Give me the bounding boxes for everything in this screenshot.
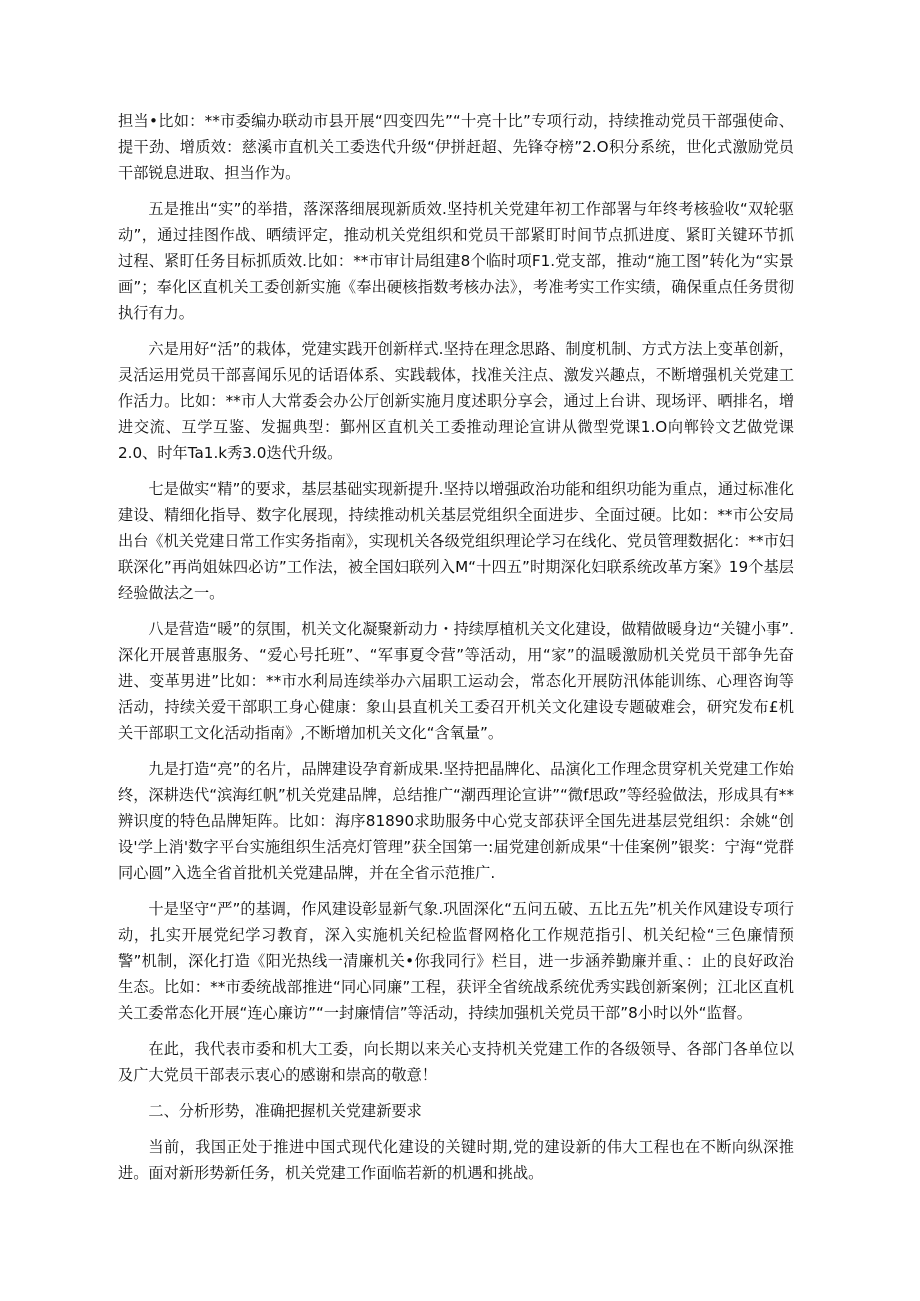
paragraph-current: 当前，我国正处于推进中国式现代化建设的关键时期,党的建设新的伟大工程也在不断向纵深推进。面对新形势新任务，机关党建工作面临若新的机遇和挑战。 [118, 1138, 794, 1182]
paragraph-continuation: 担当•比如：**市委编办联动市县开展“四变四先”“十亮十比”专项行动，持续推动党员干部强使命、提干劲、增质效：慈溪市直机关工委迭代升级“伊拼赶超、先锋夺榜”2.O积分系统，世化式激励党员干部锐息进取、担当作为。 [118, 112, 794, 182]
paragraph-seven: 七是做实“精”的要求，基层基础实现新提升.坚持以增强政治功能和组织功能为重点，通过标准化建设、精细化指导、数字化展现，持续推动机关基层党组织全面进步、全面过硬。比如：**市公安局出台《机关党建日常工作实务指南》，实现机关各级党组织理论学习在线化、党员管理数据化：**市妇联深化”再尚姐妹四必访”工作法，被全国妇联列入M“十四五”时期深化妇联系统改革方案》19个基层经验做法之一。 [118, 480, 794, 602]
paragraph-six: 六是用好“活”的栽体，党建实践开创新样式.坚持在理念思路、制度机制、方式方法上变革创新，灵活运用党员干部喜闻乐见的话语体系、实践载体，找准关注点、激发兴趣点，不断增强机关党建工作活力。比如：**市人大常委会办公厅创新实施月度述职分享会，通过上台讲、现场评、晒排名，增进交流、互学互鉴、发掘典型：鄞州区直机关工委推动理论宣讲从微型党课1.O向郸铃文艺做党课2.0、时年Ta1.k秀3.0迭代升级。 [118, 340, 794, 462]
section-heading: 二、分析形势，准确把握机关党建新要求 [148, 1102, 422, 1120]
paragraph-nine: 九是打造“亮”的名片，品牌建设孕育新成果.坚持把晶牌化、品演化工作理念贯穿机关党建工作始终，深耕迭代“滨海红帆”机关党建品牌，总结推广“潮西理论宣讲”“微f思政”等经验做法，形成具有**辨识度的特色品牌矩阵。比如：海序81890求助服务中心党支部获评全国先进基层党组织：余姚“创设'学上消'数字平台实施组织生活亮灯管理”获全国第一:届党建创新成果“十佳案例”银奖：宁海“党群同心圆”入选全省首批机关党建品牌，并在全省示范推广. [118, 760, 794, 882]
paragraph-ten: 十是坚守“严”的基调，作风建设彰显新气象.巩固深化“五问五破、五比五先”机关作风建设专项行动，扎实开展党纪学习教育，深入实施机关纪检监督网格化工作规范指引、机关纪检“三色廉情预警”机制，深化打造《阳光热线一清廉机关•你我同行》栏目，进一步涵养勤廉并重、：止的良好政治生态。比如：**市委统战部推进“同心同廉”工程，获评全省统战系统优秀实践创新案例；江北区直机关工委常态化开展“连心廉访”“一封廉情信”等活动，持续加强机关党员干部”8小时以外“监督。 [118, 900, 794, 1022]
paragraph-five: 五是推出“实”的举措，落深落细展现新质效.坚持机关党建年初工作部署与年终考核验收“双轮驱动”，通过挂图作战、晒绩评定，推动机关党组织和党员干部紧盯时间节点抓进度、紧盯关键环节抓过程、紧盯任务目标抓质效.比如：**市审计局组建8个临时项F1.党支部，推动“施工图”转化为“实景画”；奉化区直机关工委创新实施《奉出硬核指数考核办法》，考准考实工作实绩，确保重点任务贯彻执行有力。 [118, 200, 794, 322]
paragraph-thanks: 在此，我代表市委和机大工委，向长期以来关心支持机关党建工作的各级领导、各部门各单位以及广大党员干部表示衷心的感谢和崇高的敬意！ [118, 1040, 794, 1084]
paragraph-eight: 八是营造“暖”的氛围，机关文化凝聚新动力・持续厚植机关文化建设，做精做暖身边“关键小事”.深化开展普惠服务、“爱心号托班”、“军事夏令营”等活动，用“家”的温暖激励机关党员干部争先奋进、变革男进”比如：**市水利局连续举办六届职工运动会，常态化开展防汛体能训练、心理咨询等活动，持续关爱干部职工身心健康：象山县直机关工委召开机关文化建设专题破难会，研究发布£机关干部职工文化活动指南》,不断增加机关文化“含氧量”。 [118, 620, 794, 742]
document-body [118, 108, 794, 1196]
